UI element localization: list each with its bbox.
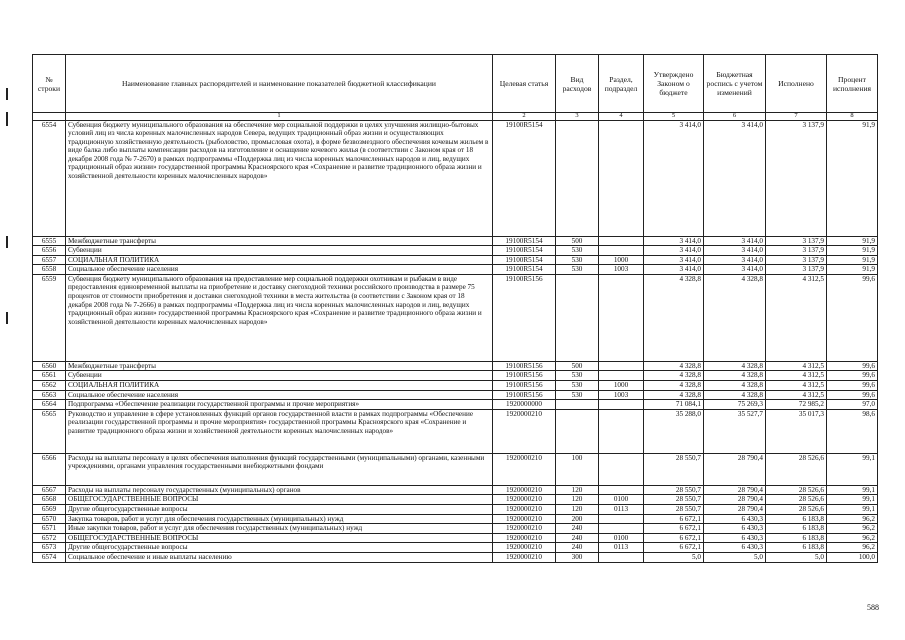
- table-row: [33, 255, 878, 265]
- table-row: [33, 543, 878, 553]
- executed-amount: 4 312,5: [766, 361, 827, 371]
- schedule-amount: 4 328,8: [704, 371, 766, 381]
- approved-amount: 4 328,8: [644, 274, 704, 361]
- table-row: [33, 505, 878, 515]
- table-row: [33, 524, 878, 534]
- target-article: 19100R5154: [493, 265, 556, 275]
- executed-amount: 3 137,9: [766, 265, 827, 275]
- table-row: [33, 274, 878, 361]
- expense-type: [556, 400, 599, 410]
- table-row: [33, 514, 878, 524]
- line-number: 6561: [33, 371, 66, 381]
- item-name: Расходы на выплаты персоналу в целях обеспечения выполнения функций государственными (муниципальными) органами, казенными учреждениями, органами управления государственными внебюджетными фондами: [66, 453, 493, 485]
- table-row: [33, 246, 878, 256]
- table-row: [33, 400, 878, 410]
- table-row: [33, 371, 878, 381]
- target-article: 1920000210: [493, 553, 556, 563]
- line-number: 6574: [33, 553, 66, 563]
- item-name: Субвенция бюджету муниципального образования на предоставление мер социальной поддержки охотникам и рыбакам в виде предоставления единовременной выплаты на приобретение и доставку снегоходной техники российского производства в размере 75 процентов от стоимости приобретения и доставки снегоходной техники в места жительства (в соответствии с Законом края от 18 декабря 2008 года № 7-2666) в рамках подпрограммы «Поддержка лиц из числа коренных малочисленных народов и лиц, ведущих традиционный образ жизни» государственной программы Красноярского края «Сохранение и развитие традиционного образа жизни и хозяйственной деятельности коренных малочисленных народов»: [66, 274, 493, 361]
- section-code: [599, 361, 644, 371]
- executed-amount: 35 017,3: [766, 409, 827, 453]
- approved-amount: 6 672,1: [644, 524, 704, 534]
- executed-amount: 72 985,2: [766, 400, 827, 410]
- target-article: 19100R5156: [493, 390, 556, 400]
- column-index-row: [33, 113, 878, 121]
- target-article: 1920000210: [493, 409, 556, 453]
- section-code: [599, 120, 644, 236]
- approved-amount: 28 550,7: [644, 453, 704, 485]
- section-code: 1000: [599, 381, 644, 391]
- item-name: Закупка товаров, работ и услуг для обеспечения государственных (муниципальных) нужд: [66, 514, 493, 524]
- approved-amount: 3 414,0: [644, 265, 704, 275]
- schedule-amount: 6 430,3: [704, 524, 766, 534]
- expense-type: 530: [556, 246, 599, 256]
- executed-amount: 3 137,9: [766, 236, 827, 246]
- expense-type: 500: [556, 236, 599, 246]
- target-article: 19100R5156: [493, 371, 556, 381]
- line-number: 6557: [33, 255, 66, 265]
- section-code: [599, 409, 644, 453]
- table-row: [33, 390, 878, 400]
- col-index: 3: [556, 113, 599, 121]
- expense-type: 120: [556, 485, 599, 495]
- expense-type: 120: [556, 505, 599, 515]
- item-name: СОЦИАЛЬНАЯ ПОЛИТИКА: [66, 381, 493, 391]
- schedule-amount: 35 527,7: [704, 409, 766, 453]
- item-name: Социальное обеспечение населения: [66, 265, 493, 275]
- table-row: [33, 120, 878, 236]
- expense-type: 500: [556, 361, 599, 371]
- executed-amount: 5,0: [766, 553, 827, 563]
- line-number: 6560: [33, 361, 66, 371]
- schedule-amount: 6 430,3: [704, 533, 766, 543]
- approved-amount: 28 550,7: [644, 485, 704, 495]
- executed-amount: 6 183,8: [766, 514, 827, 524]
- line-number: 6569: [33, 505, 66, 515]
- schedule-amount: 28 790,4: [704, 495, 766, 505]
- percent: 96,2: [827, 543, 878, 553]
- expense-type: [556, 120, 599, 236]
- line-number: 6554: [33, 120, 66, 236]
- line-number: 6559: [33, 274, 66, 361]
- table-row: [33, 361, 878, 371]
- line-number: 6573: [33, 543, 66, 553]
- schedule-amount: 4 328,8: [704, 274, 766, 361]
- percent: 91,9: [827, 120, 878, 236]
- percent: 99,6: [827, 381, 878, 391]
- section-code: [599, 371, 644, 381]
- schedule-amount: 28 790,4: [704, 453, 766, 485]
- header-line-no: № строки: [33, 55, 66, 113]
- section-code: 1003: [599, 265, 644, 275]
- percent: 99,6: [827, 371, 878, 381]
- executed-amount: 4 312,5: [766, 390, 827, 400]
- line-number: 6562: [33, 381, 66, 391]
- item-name: ОБЩЕГОСУДАРСТВЕННЫЕ ВОПРОСЫ: [66, 495, 493, 505]
- schedule-amount: 3 414,0: [704, 236, 766, 246]
- line-number: 6565: [33, 409, 66, 453]
- item-name: Подпрограмма «Обеспечение реализации государственной программы и прочие мероприятия»: [66, 400, 493, 410]
- expense-type: 240: [556, 543, 599, 553]
- table-body: [33, 120, 878, 562]
- item-name: Субвенция бюджету муниципального образования на обеспечение мер социальной поддержки в целях улучшения жилищно-бытовых условий лиц из числа коренных малочисленных народов Севера, ведущих традиционный образ жизни и осуществляющих традиционную хозяйственную деятельность (рыболовство, промысловая охота), в форме безвозмездного обеспечения кочевым жильем в виде балка либо выплаты компенсации расходов на изготовление и оснащение кочевого жилья (в соответствии с Законом края от 18 декабря 2008 года № 7-2670) в рамках подпрограммы «Поддержка лиц из числа коренных малочисленных народов и лиц, ведущих традиционный образ жизни» государственной программы Красноярского края «Сохранение и развитие традиционного образа жизни и хозяйственной деятельности коренных малочисленных народов»: [66, 120, 493, 236]
- section-code: [599, 400, 644, 410]
- table-row: [33, 453, 878, 485]
- binding-mark: [6, 112, 8, 126]
- item-name: Другие общегосударственные вопросы: [66, 505, 493, 515]
- target-article: 1920000210: [493, 453, 556, 485]
- table-row: [33, 553, 878, 563]
- expense-type: 100: [556, 453, 599, 485]
- section-code: 0100: [599, 533, 644, 543]
- table-row: [33, 265, 878, 275]
- col-index: 5: [644, 113, 704, 121]
- schedule-amount: 3 414,0: [704, 255, 766, 265]
- expense-type: 530: [556, 255, 599, 265]
- executed-amount: 3 137,9: [766, 120, 827, 236]
- section-code: [599, 274, 644, 361]
- percent: 91,9: [827, 265, 878, 275]
- target-article: 1920000210: [493, 533, 556, 543]
- line-number: 6555: [33, 236, 66, 246]
- target-article: 1920000210: [493, 514, 556, 524]
- table-row: [33, 495, 878, 505]
- item-name: Иные закупки товаров, работ и услуг для обеспечения государственных (муниципальных) нужд: [66, 524, 493, 534]
- expense-type: 530: [556, 265, 599, 275]
- percent: 91,9: [827, 236, 878, 246]
- percent: 99,1: [827, 485, 878, 495]
- section-code: [599, 236, 644, 246]
- target-article: 19100R5156: [493, 361, 556, 371]
- item-name: Руководство и управление в сфере установленных функций органов государственной власти в рамках подпрограммы «Обеспечение реализации государственной программы и прочие мероприятия» государственной программы Красноярского края «Сохранение и развитие традиционного образа жизни и хозяйственной деятельности коренных малочисленных народов»: [66, 409, 493, 453]
- schedule-amount: 4 328,8: [704, 390, 766, 400]
- target-article: 1920000000: [493, 400, 556, 410]
- item-name: Социальное обеспечение и иные выплаты населению: [66, 553, 493, 563]
- header-section: Раздел, подраздел: [599, 55, 644, 113]
- section-code: [599, 485, 644, 495]
- line-number: 6572: [33, 533, 66, 543]
- target-article: 19100R5154: [493, 236, 556, 246]
- approved-amount: 6 672,1: [644, 543, 704, 553]
- executed-amount: 28 526,6: [766, 495, 827, 505]
- section-code: [599, 246, 644, 256]
- approved-amount: 4 328,8: [644, 381, 704, 391]
- executed-amount: 3 137,9: [766, 255, 827, 265]
- percent: 99,6: [827, 390, 878, 400]
- approved-amount: 35 288,0: [644, 409, 704, 453]
- approved-amount: 3 414,0: [644, 246, 704, 256]
- expense-type: 240: [556, 524, 599, 534]
- budget-execution-table: [32, 54, 878, 563]
- executed-amount: 28 526,6: [766, 505, 827, 515]
- col-index: 8: [827, 113, 878, 121]
- target-article: 19100R5156: [493, 274, 556, 361]
- item-name: Межбюджетные трансферты: [66, 236, 493, 246]
- approved-amount: 4 328,8: [644, 371, 704, 381]
- schedule-amount: 75 269,3: [704, 400, 766, 410]
- header-budget-schedule: Бюджетная роспись с учетом изменений: [704, 55, 766, 113]
- target-article: 19100R5156: [493, 381, 556, 391]
- expense-type: 300: [556, 553, 599, 563]
- executed-amount: 6 183,8: [766, 533, 827, 543]
- schedule-amount: 28 790,4: [704, 505, 766, 515]
- table-row: [33, 381, 878, 391]
- executed-amount: 4 312,5: [766, 371, 827, 381]
- approved-amount: 71 084,1: [644, 400, 704, 410]
- binding-mark: [6, 88, 8, 100]
- header-approved: Утверждено Законом о бюджете: [644, 55, 704, 113]
- item-name: ОБЩЕГОСУДАРСТВЕННЫЕ ВОПРОСЫ: [66, 533, 493, 543]
- col-index: 4: [599, 113, 644, 121]
- approved-amount: 3 414,0: [644, 120, 704, 236]
- line-number: 6571: [33, 524, 66, 534]
- schedule-amount: 3 414,0: [704, 265, 766, 275]
- executed-amount: 6 183,8: [766, 543, 827, 553]
- approved-amount: 4 328,8: [644, 361, 704, 371]
- page-number: 588: [867, 603, 879, 612]
- section-code: [599, 553, 644, 563]
- item-name: СОЦИАЛЬНАЯ ПОЛИТИКА: [66, 255, 493, 265]
- target-article: 1920000210: [493, 543, 556, 553]
- percent: 99,6: [827, 274, 878, 361]
- percent: 97,0: [827, 400, 878, 410]
- table-row: [33, 533, 878, 543]
- binding-mark: [6, 236, 8, 248]
- percent: 91,9: [827, 246, 878, 256]
- col-index: [33, 113, 66, 121]
- line-number: 6556: [33, 246, 66, 256]
- header-row: [33, 55, 878, 113]
- percent: 96,2: [827, 533, 878, 543]
- section-code: 0113: [599, 505, 644, 515]
- percent: 100,0: [827, 553, 878, 563]
- schedule-amount: 3 414,0: [704, 120, 766, 236]
- schedule-amount: 5,0: [704, 553, 766, 563]
- schedule-amount: 28 790,4: [704, 485, 766, 495]
- target-article: 1920000210: [493, 485, 556, 495]
- schedule-amount: 4 328,8: [704, 361, 766, 371]
- executed-amount: 3 137,9: [766, 246, 827, 256]
- approved-amount: 3 414,0: [644, 255, 704, 265]
- percent: 98,6: [827, 409, 878, 453]
- expense-type: 200: [556, 514, 599, 524]
- table-row: [33, 409, 878, 453]
- binding-mark: [6, 312, 8, 324]
- expense-type: 120: [556, 495, 599, 505]
- table-row: [33, 236, 878, 246]
- line-number: 6566: [33, 453, 66, 485]
- item-name: Расходы на выплаты персоналу государственных (муниципальных) органов: [66, 485, 493, 495]
- section-code: [599, 524, 644, 534]
- schedule-amount: 4 328,8: [704, 381, 766, 391]
- col-index: 2: [493, 113, 556, 121]
- expense-type: 240: [556, 533, 599, 543]
- approved-amount: 5,0: [644, 553, 704, 563]
- approved-amount: 4 328,8: [644, 390, 704, 400]
- line-number: 6563: [33, 390, 66, 400]
- executed-amount: 6 183,8: [766, 524, 827, 534]
- percent: 99,1: [827, 505, 878, 515]
- col-index: 7: [766, 113, 827, 121]
- header-expense-type: Вид расходов: [556, 55, 599, 113]
- item-name: Межбюджетные трансферты: [66, 361, 493, 371]
- header-name: Наименование главных распорядителей и наименование показателей бюджетной классификации: [66, 55, 493, 113]
- line-number: 6567: [33, 485, 66, 495]
- line-number: 6564: [33, 400, 66, 410]
- schedule-amount: 3 414,0: [704, 246, 766, 256]
- target-article: 1920000210: [493, 495, 556, 505]
- percent: 99,1: [827, 495, 878, 505]
- percent: 91,9: [827, 255, 878, 265]
- approved-amount: 28 550,7: [644, 505, 704, 515]
- target-article: 1920000210: [493, 524, 556, 534]
- executed-amount: 28 526,6: [766, 453, 827, 485]
- expense-type: 530: [556, 371, 599, 381]
- schedule-amount: 6 430,3: [704, 514, 766, 524]
- line-number: 6570: [33, 514, 66, 524]
- executed-amount: 28 526,6: [766, 485, 827, 495]
- approved-amount: 6 672,1: [644, 533, 704, 543]
- header-percent: Процент исполнения: [827, 55, 878, 113]
- target-article: 19100R5154: [493, 255, 556, 265]
- item-name: Субвенции: [66, 246, 493, 256]
- approved-amount: 3 414,0: [644, 236, 704, 246]
- item-name: Другие общегосударственные вопросы: [66, 543, 493, 553]
- schedule-amount: 6 430,3: [704, 543, 766, 553]
- expense-type: 530: [556, 390, 599, 400]
- percent: 99,6: [827, 361, 878, 371]
- section-code: 0100: [599, 495, 644, 505]
- expense-type: [556, 274, 599, 361]
- header-target: Целевая статья: [493, 55, 556, 113]
- approved-amount: 28 550,7: [644, 495, 704, 505]
- header-executed: Исполнено: [766, 55, 827, 113]
- expense-type: 530: [556, 381, 599, 391]
- section-code: 0113: [599, 543, 644, 553]
- line-number: 6568: [33, 495, 66, 505]
- target-article: 19100R5154: [493, 120, 556, 236]
- section-code: [599, 453, 644, 485]
- col-index: 6: [704, 113, 766, 121]
- percent: 99,1: [827, 453, 878, 485]
- percent: 96,2: [827, 524, 878, 534]
- section-code: [599, 514, 644, 524]
- percent: 96,2: [827, 514, 878, 524]
- expense-type: [556, 409, 599, 453]
- section-code: 1000: [599, 255, 644, 265]
- executed-amount: 4 312,5: [766, 274, 827, 361]
- approved-amount: 6 672,1: [644, 514, 704, 524]
- target-article: 1920000210: [493, 505, 556, 515]
- target-article: 19100R5154: [493, 246, 556, 256]
- line-number: 6558: [33, 265, 66, 275]
- table-row: [33, 485, 878, 495]
- col-index: 1: [66, 113, 493, 121]
- executed-amount: 4 312,5: [766, 381, 827, 391]
- item-name: Социальное обеспечение населения: [66, 390, 493, 400]
- section-code: 1003: [599, 390, 644, 400]
- item-name: Субвенции: [66, 371, 493, 381]
